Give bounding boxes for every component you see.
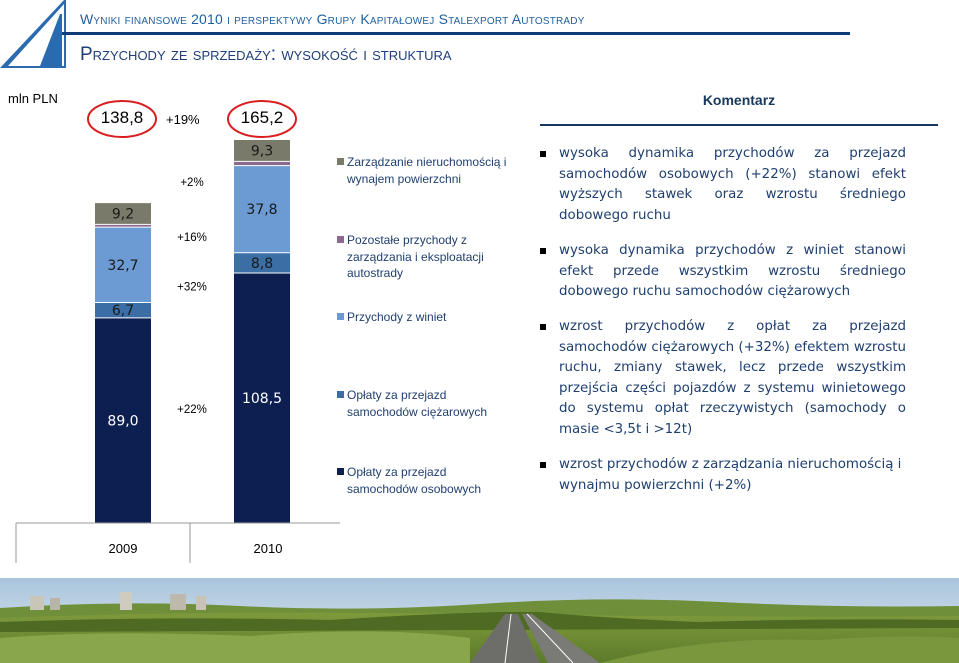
legend-item-cars [337, 464, 512, 497]
header-divider [62, 32, 850, 35]
legend-label: Opłaty za przejazd samochodów osobowych [347, 465, 482, 496]
comment-bullet [540, 317, 906, 440]
comment-bullet [540, 241, 906, 303]
comment-bullet [540, 144, 906, 226]
growth-label: +32% [177, 281, 207, 294]
comment-bullet [540, 455, 906, 496]
bullet-marker [540, 462, 546, 468]
total-2010: 165,2 [240, 108, 284, 127]
bar-value-label: 8,8 [250, 255, 274, 272]
total-2009: 138,8 [100, 108, 144, 127]
legend-item-other-motorway [337, 232, 512, 282]
bullet-text: wysoka dynamika przychodów z winiet stanowi efekt przede wszystkim wzrostu średniego dobowego ruchu samochodów ciężarowych [559, 243, 906, 299]
header-title: Wyniki finansowe 2010 i perspektywy Grupy Kapitałowej Stalexport Autostrady [80, 11, 585, 27]
growth-label: +2% [180, 177, 204, 190]
bullet-text: wysoka dynamika przychodów za przejazd samochodów osobowych (+22%) stanowi efekt wyższych stawek oraz wzrostu średniego dobowego ruchu [559, 146, 906, 223]
bar-value-label: 108,5 [241, 390, 283, 407]
total-growth-label: +19% [166, 112, 200, 127]
legend-item-property [337, 154, 512, 187]
bar-value-label: 6,7 [111, 303, 135, 320]
bar-value-label: 9,2 [111, 206, 135, 223]
legend-label: Pozostałe przychody z zarządzania i eksploatacji autostrady [347, 233, 484, 280]
page-title: Przychody ze sprzedaży: wysokość i struktura [80, 44, 452, 65]
comment-divider [540, 124, 938, 126]
growth-label: +16% [177, 231, 207, 244]
bar-value-label: 9,3 [250, 143, 274, 160]
bar-segment [234, 161, 290, 165]
bullet-text: wzrost przychodów z zarządzania nieruchomością i wynajmu powierzchni (+2%) [559, 457, 902, 493]
comment-heading: Komentarz [702, 92, 776, 108]
legend-label: Opłaty za przejazd samochodów ciężarowych [347, 388, 488, 419]
unit-label: mln PLN [8, 91, 58, 106]
legend-swatch [337, 468, 344, 475]
legend-label: Zarządzanie nieruchomością i wynajem powierzchni [347, 155, 507, 186]
legend-swatch [337, 236, 344, 243]
bullet-marker [540, 324, 546, 330]
bullet-marker [540, 151, 546, 157]
legend-swatch [337, 391, 344, 398]
legend-item-trucks [337, 387, 512, 420]
growth-label: +22% [177, 404, 207, 417]
bar-value-label: 37,8 [246, 202, 278, 219]
bullet-text: wzrost przychodów z opłat za przejazd samochodów ciężarowych (+32%) efektem wzrostu ruchu, zmiany stawek, lecz przede wszystkim przejścia części pojazdów z systemu winietowego do systemu opłat rzeczywistych (samochody o masie <3,5t i >12t) [559, 319, 906, 437]
legend-item-vignettes [337, 309, 512, 326]
legend-swatch [337, 158, 344, 165]
bullet-marker [540, 248, 546, 254]
motorway-photo [0, 578, 959, 663]
legend-label: Przychody z winiet [347, 310, 447, 324]
company-logo [0, 0, 66, 68]
category-label: 2010 [253, 541, 283, 556]
bar-value-label: 32,7 [107, 257, 139, 274]
category-label: 2009 [108, 541, 138, 556]
revenue-stacked-bar-chart [0, 130, 340, 570]
bar-value-label: 89,0 [107, 413, 139, 430]
legend-swatch [337, 313, 344, 320]
